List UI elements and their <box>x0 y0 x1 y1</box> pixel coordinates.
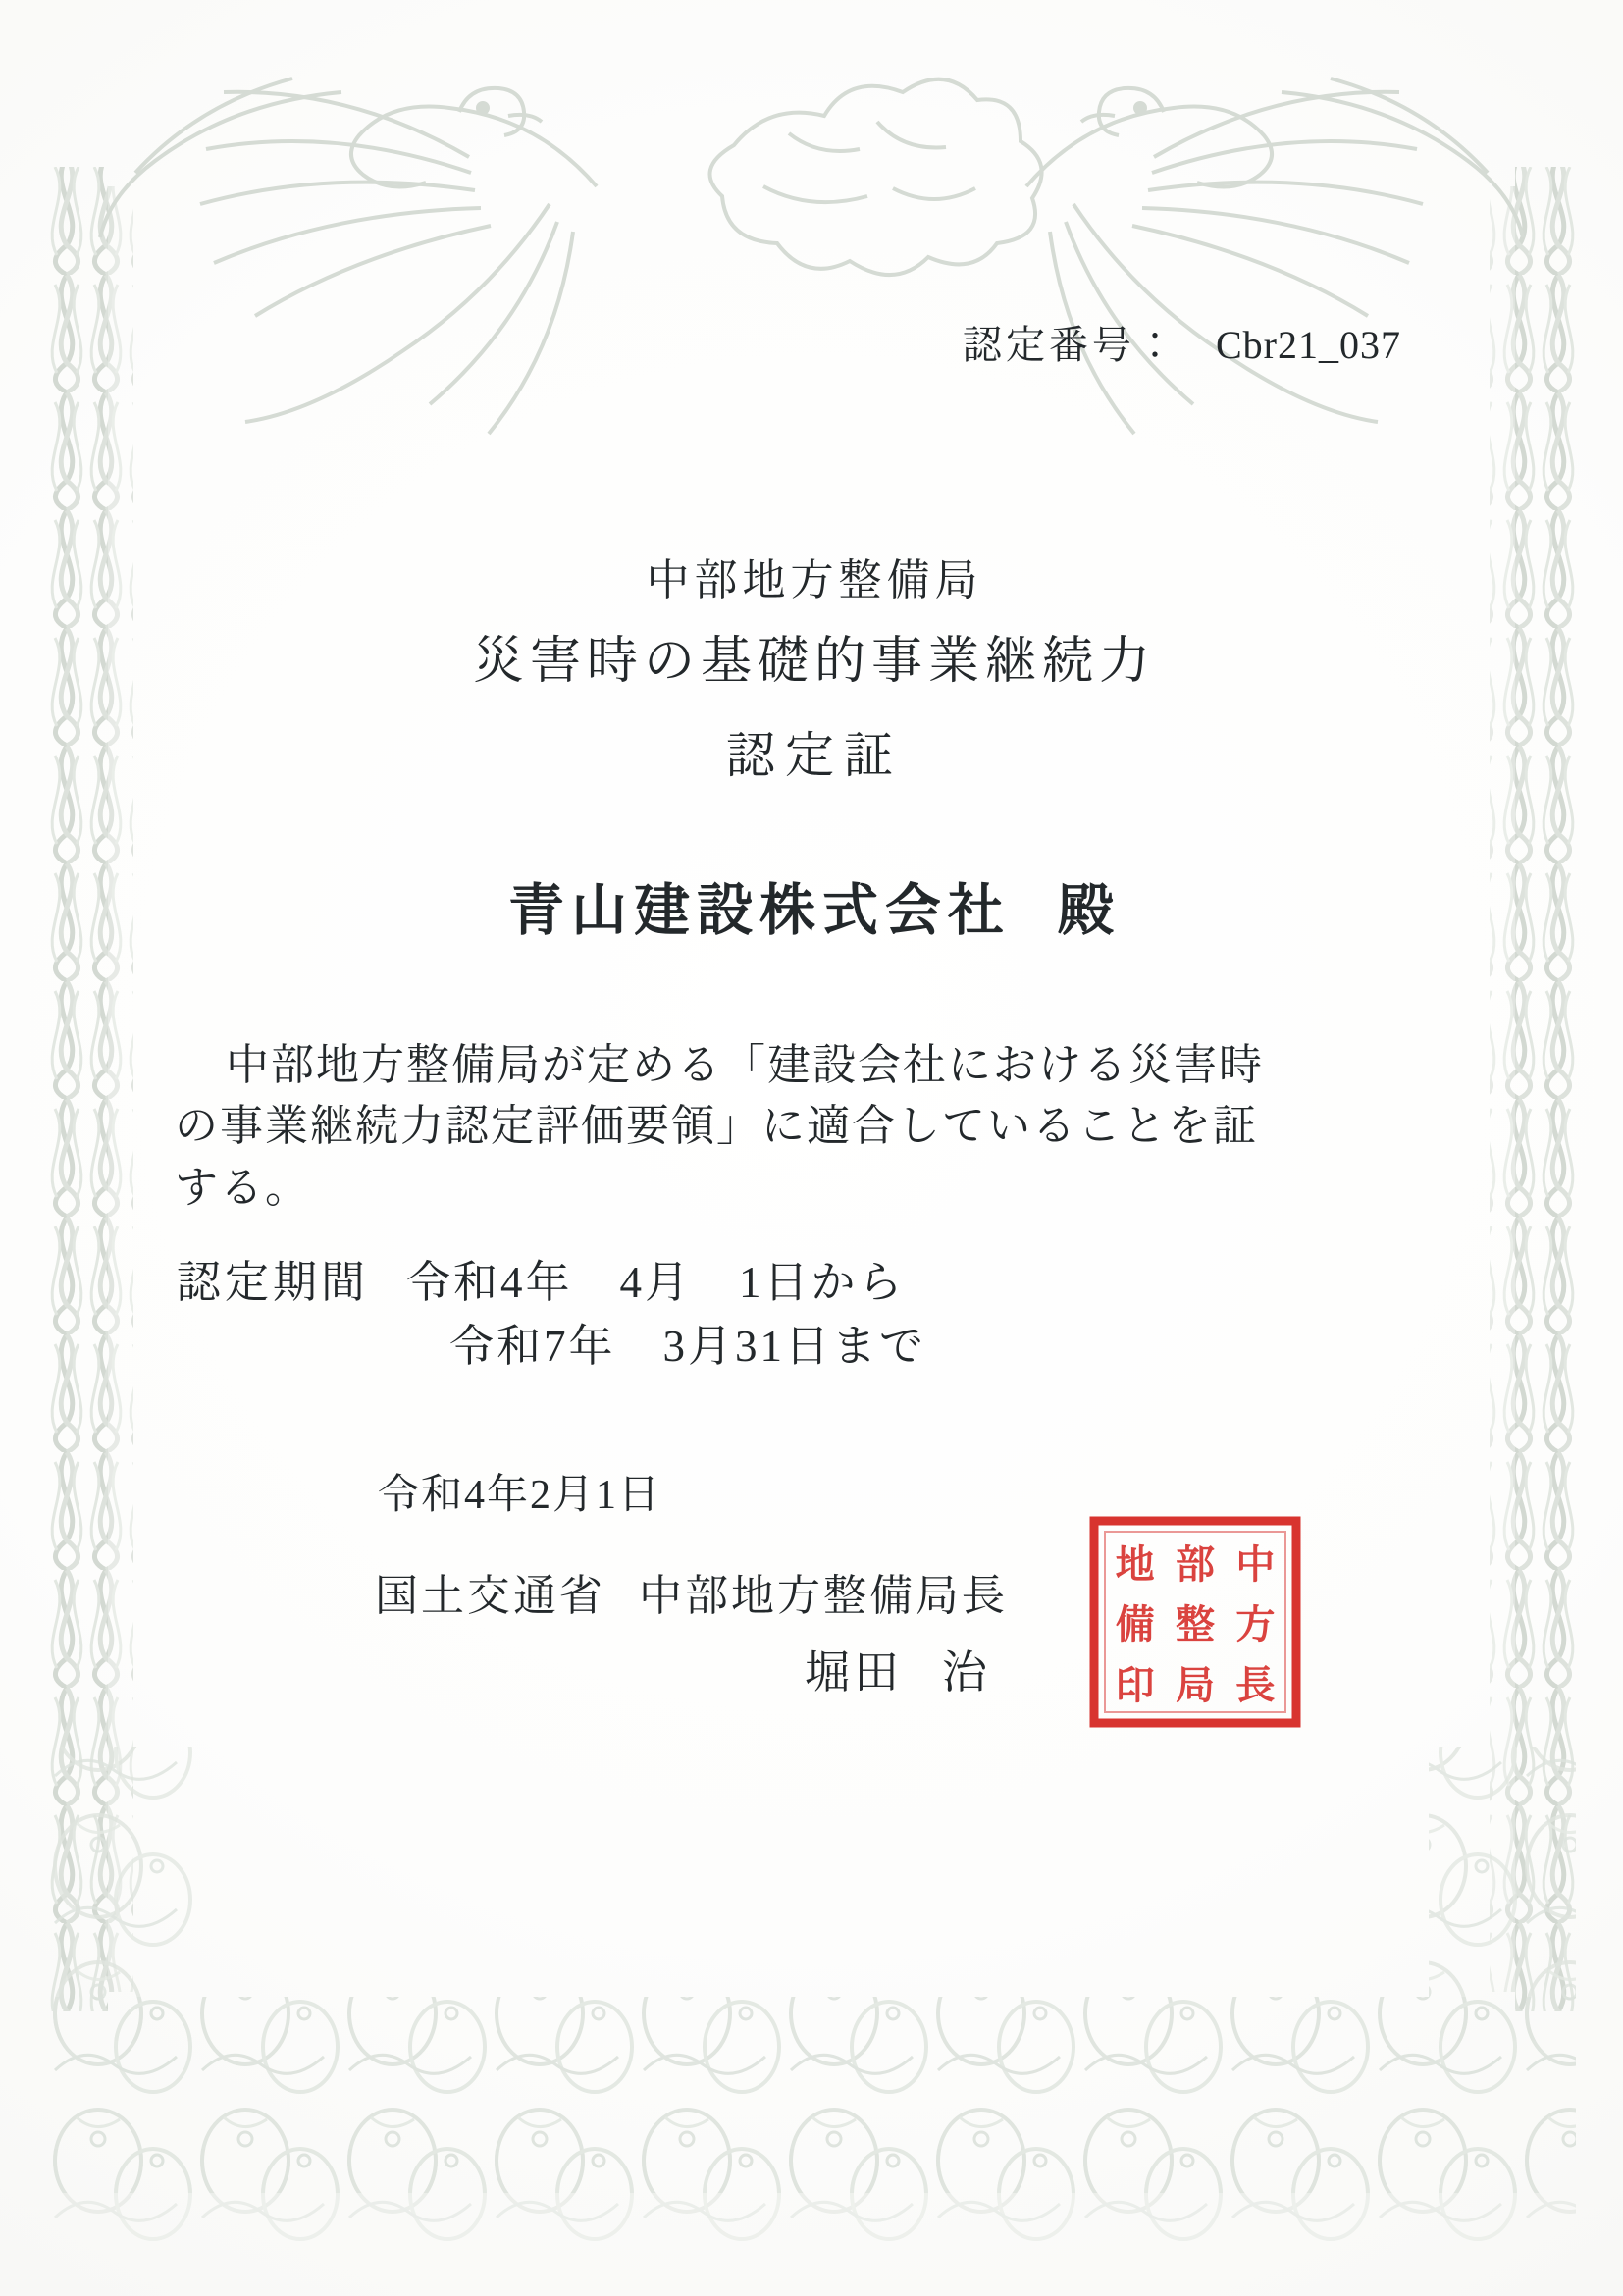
validity-period-to: 令和7年 3月31日まで <box>449 1322 927 1372</box>
certificate-content <box>167 294 1462 2021</box>
certificate-number-label: 認定番号： <box>963 323 1178 367</box>
seal-char: 部 <box>1175 1541 1215 1589</box>
recipient-name: 青山建設株式会社 <box>508 880 1011 942</box>
document-type: 認定証 <box>726 728 903 783</box>
recipient-honorific: 殿 <box>1058 880 1121 942</box>
issuer-line <box>375 1560 1008 1623</box>
certificate-body <box>175 1035 1298 1219</box>
issuer-bureau: 中部地方整備局長 <box>639 1572 1008 1620</box>
body-text: 中部地方整備局が定める「建設会社における災害時の事業継続力認定評価要領」に適合していることを証する。 <box>175 1041 1264 1212</box>
seal-char: 整 <box>1175 1601 1215 1648</box>
validity-period-to-row <box>177 1315 926 1379</box>
seal-char: 備 <box>1115 1601 1155 1648</box>
certificate-number <box>963 314 1401 370</box>
issuer-ministry: 国土交通省 <box>375 1572 605 1620</box>
official-seal <box>1089 1516 1301 1728</box>
title-block <box>167 545 1462 693</box>
validity-period-label: 認定期間 <box>177 1258 370 1307</box>
signer-family-name: 堀田 <box>805 1647 903 1697</box>
seal-char: 地 <box>1115 1541 1155 1589</box>
seal-char: 局 <box>1175 1661 1215 1708</box>
seal-char: 方 <box>1235 1601 1276 1648</box>
validity-period-from: 令和4年 4月 1日から <box>406 1258 906 1307</box>
validity-period-from-row <box>177 1251 926 1315</box>
signer-name <box>805 1637 991 1701</box>
signer-given-name: 治 <box>942 1647 991 1697</box>
seal-char: 長 <box>1235 1661 1276 1708</box>
seal-characters <box>1089 1516 1301 1728</box>
recipient-line <box>167 865 1462 946</box>
seal-char: 中 <box>1235 1541 1276 1589</box>
seal-char: 印 <box>1115 1661 1155 1708</box>
certificate-number-value: Cbr21_037 <box>1216 323 1401 367</box>
title-line-2: 災害時の基礎的事業継続力 <box>472 634 1156 690</box>
issue-date: 令和4年2月1日 <box>378 1473 662 1518</box>
title-line-1: 中部地方整備局 <box>646 556 983 604</box>
validity-period <box>177 1251 926 1380</box>
